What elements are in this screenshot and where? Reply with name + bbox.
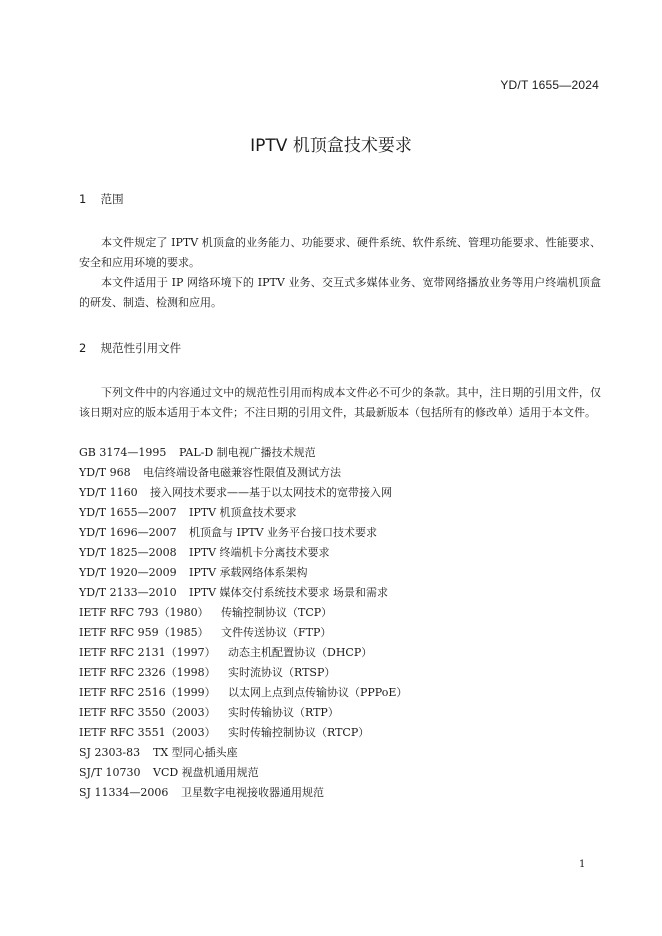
reference-code: YD/T 1696—2007 (79, 526, 177, 539)
reference-title: 实时流协议（RTSP） (228, 666, 336, 679)
reference-code: YD/T 1920—2009 (79, 566, 177, 579)
normative-references-intro: 下列文件中的内容通过文中的规范性引用而构成本文件必不可少的条款。其中，注日期的引用文件，仅该日期对应的版本适用于本文件；不注日期的引用文件，其最新版本（包括所有的修改单）适用于本文件。 (79, 386, 601, 419)
reference-title: 机顶盒与 IPTV 业务平台接口技术要求 (189, 526, 378, 539)
reference-title: IPTV 机顶盒技术要求 (189, 506, 297, 519)
reference-code: SJ 2303-83 (79, 746, 141, 759)
reference-item (79, 703, 407, 723)
reference-item (79, 643, 407, 663)
reference-title: PAL-D 制电视广播技术规范 (179, 446, 316, 459)
reference-item (79, 603, 407, 623)
reference-item (79, 543, 407, 563)
reference-title: IPTV 承载网络体系架构 (189, 566, 308, 579)
reference-item (79, 503, 407, 523)
reference-code: IETF RFC 2516（1999） (79, 686, 216, 699)
reference-code: YD/T 1655—2007 (79, 506, 177, 519)
page-number: 1 (579, 859, 586, 870)
reference-item (79, 523, 407, 543)
applicability-paragraph: 本文件适用于 IP 网络环境下的 IPTV 业务、交互式多媒体业务、宽带网络播放业务等用户终端机顶盒的研发、制造、检测和应用。 (79, 276, 601, 309)
section-2-number: 2 (79, 341, 87, 355)
reference-code: YD/T 1825—2008 (79, 546, 177, 559)
reference-item (79, 663, 407, 683)
reference-code: IETF RFC 3551（2003） (79, 726, 216, 739)
reference-item (79, 683, 407, 703)
reference-title: IPTV 媒体交付系统技术要求 场景和需求 (189, 586, 389, 599)
reference-title: 实时传输协议（RTP） (228, 706, 339, 719)
reference-item (79, 463, 407, 483)
reference-code: IETF RFC 793（1980） (79, 606, 209, 619)
reference-code: IETF RFC 3550（2003） (79, 706, 216, 719)
section-1-heading (79, 191, 124, 207)
reference-code: GB 3174—1995 (79, 446, 167, 459)
reference-item (79, 563, 407, 583)
section-2-title: 规范性引用文件 (100, 341, 182, 355)
document-title: IPTV 机顶盒技术要求 (250, 136, 412, 156)
reference-code: SJ 11334—2006 (79, 786, 169, 799)
reference-title: TX 型同心插头座 (153, 746, 238, 759)
reference-item (79, 443, 407, 463)
reference-title: 以太网上点到点传输协议（PPPoE） (228, 686, 408, 699)
reference-code: YD/T 2133—2010 (79, 586, 177, 599)
reference-code: IETF RFC 2131（1997） (79, 646, 216, 659)
section-1-number: 1 (79, 192, 87, 206)
reference-title: 电信终端设备电磁兼容性限值及测试方法 (143, 466, 341, 479)
reference-item (79, 743, 407, 763)
reference-code: YD/T 968 (79, 466, 131, 479)
reference-title: 动态主机配置协议（DHCP） (228, 646, 373, 659)
reference-item (79, 723, 407, 743)
reference-code: YD/T 1160 (79, 486, 138, 499)
section-2-intro (79, 383, 601, 423)
scope-paragraph: 本文件规定了 IPTV 机顶盒的业务能力、功能要求、硬件系统、软件系统、管理功能要求、性能要求、安全和应用环境的要求。 (79, 236, 601, 269)
reference-item (79, 783, 407, 803)
reference-title: 文件传送协议（FTP） (221, 626, 332, 639)
reference-title: 接入网技术要求——基于以太网技术的宽带接入网 (150, 486, 392, 499)
reference-title: 实时传输控制协议（RTCP） (228, 726, 370, 739)
reference-item (79, 483, 407, 503)
standard-code: YD/T 1655—2024 (500, 78, 599, 92)
reference-item (79, 583, 407, 603)
reference-item (79, 763, 407, 783)
reference-item (79, 623, 407, 643)
reference-title: VCD 视盘机通用规范 (153, 766, 259, 779)
reference-code: IETF RFC 2326（1998） (79, 666, 216, 679)
reference-code: SJ/T 10730 (79, 766, 141, 779)
section-1-body (79, 233, 601, 313)
section-1-title: 范围 (100, 192, 124, 206)
reference-code: IETF RFC 959（1985） (79, 626, 209, 639)
reference-title: 传输控制协议（TCP） (221, 606, 333, 619)
section-2-heading (79, 340, 181, 356)
reference-title: 卫星数字电视接收器通用规范 (181, 786, 324, 799)
reference-title: IPTV 终端机卡分离技术要求 (189, 546, 330, 559)
reference-list (79, 443, 407, 803)
